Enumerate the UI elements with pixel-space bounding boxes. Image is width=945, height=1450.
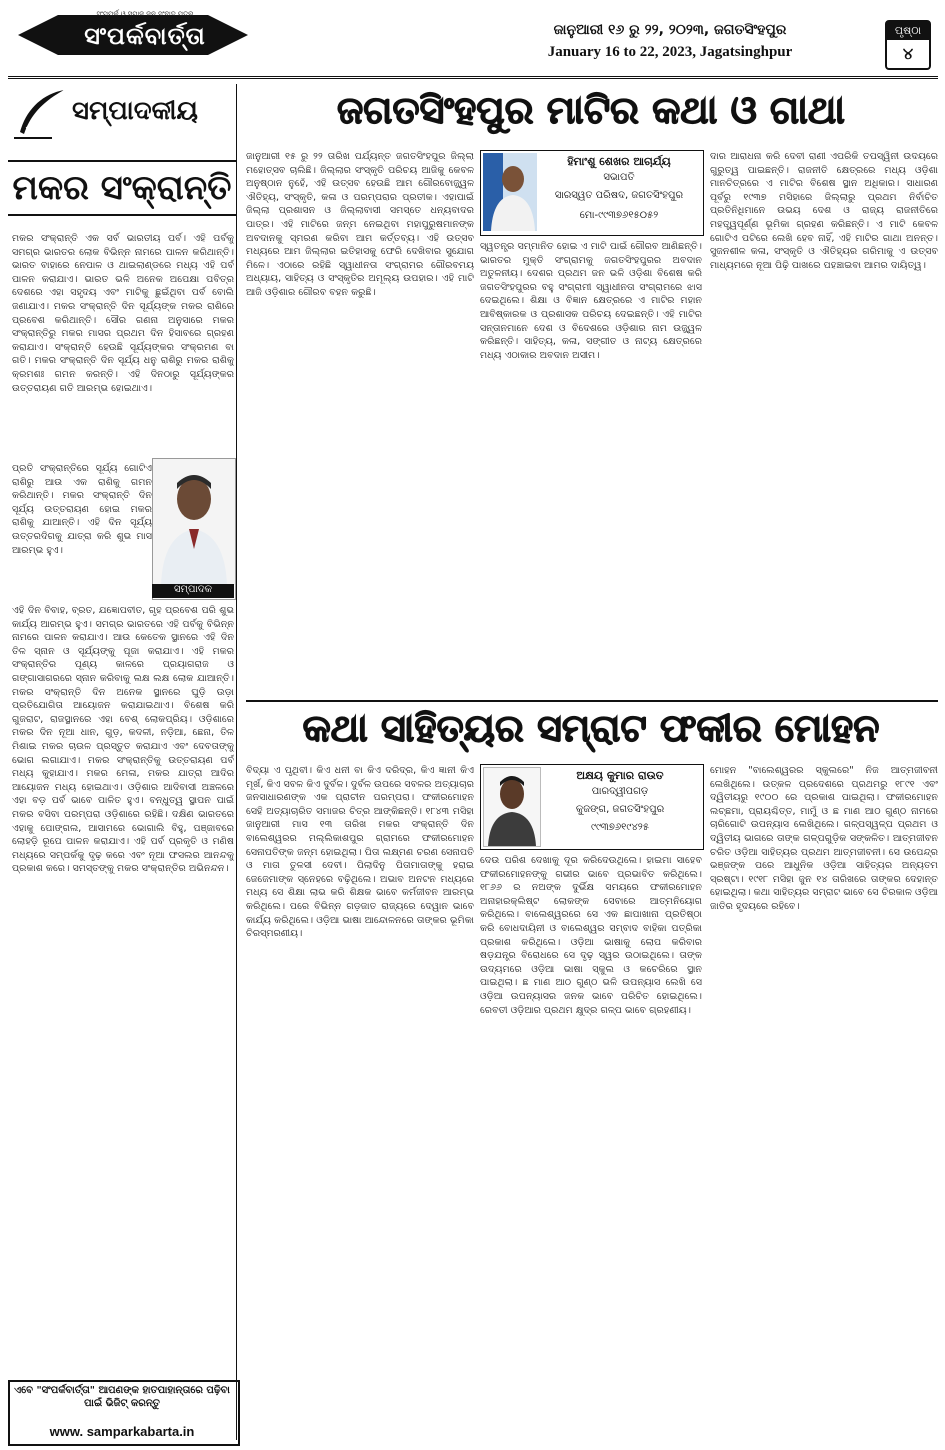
author-name: ଅକ୍ଷୟ କୁମାର ରାଉତ: [576, 769, 664, 782]
person-photo-icon: [484, 768, 540, 846]
author-name: ହିମାଂଶୁ ଶେଖର ଆଚାର୍ଯ୍ୟ: [567, 155, 671, 168]
article-column: ସ୍ୱତନ୍ତ୍ର ସମ୍ମାନିତ ହୋଇ ଏ ମାଟି ପାଇଁ ଗୌରବ ଆଣିଛନ୍ତି। ଭାରତର ମୁକ୍ତି ସଂଗ୍ରାମକୁ ଜଗତସିଂହପୁରର ଅବଦାନ ଅତୁଳନୀୟ। ଦେଶର ପ୍ରଥମ ଜନ ଭଳି ଓଡ଼ିଶା ବିଶେଷ କରି ଜଗତସିଂହପୁରର ବହୁ ସଂଗ୍ରାମୀ ସ୍ୱାଧୀନତା ସଂଗ୍ରାମରେ ଝାସ ଦେଇଥିଲେ। ଶିକ୍ଷା ଓ ବିଜ୍ଞାନ କ୍ଷେତ୍ରରେ ଏ ମାଟିର ମହାନ ଆବିଷ୍କାରକ ଓ ପ୍ରଶାସକ ପରିଚୟ ଦେଇଛନ୍ତି। ଏହି ମାଟିର ସନ୍ତାନମାନେ ଦେଶ ଓ ବିଦେଶରେ ଓଡ଼ିଶାର ନାମ ଉଜ୍ଜ୍ୱଳ କରିଛନ୍ତି। ସାହିତ୍ୟ, କଳା, ସଙ୍ଗୀତ ଓ ନାଟ୍ୟ କ୍ଷେତ୍ରରେ ମଧ୍ୟ ଏଠାକାର ଅବଦାନ ଅସୀମ।: [480, 241, 702, 361]
logo-tagline: ସଂମ୍ପର୍କ ଓ ସମାଜ ଜନ ସଂବାଦ ପତ୍ର: [96, 10, 194, 18]
article-column: ବିଦ୍ୟା ଏ ପୃଥିବୀ। କିଏ ଧନୀ ବା କିଏ ଦରିଦ୍ର, କିଏ ଜ୍ଞାନୀ କିଏ ମୂର୍ଖ, କିଏ ସବଳ କିଏ ଦୁର୍ବଳ। ଦୁର୍ବଳ ଉପରେ ସବଳର ଅତ୍ୟାଚାର ଜନସାଧାରଣଙ୍କ ଏକ ପ୍ରାଚୀନ ପରମ୍ପରା। ଫକୀରମୋହନ ସେହି ଅତ୍ୟାଚାରିତ ସମାଜର ଚିତ୍ର ଆଙ୍କିଛନ୍ତି। ୧୮୪୩ ମସିହା ଜାନୁଆରୀ ମାସ ୧୩ ତାରିଖ ମକର ସଂକ୍ରାନ୍ତି ଦିନ ବାଲେଶ୍ୱରର ମଲ୍ଲିକାଶପୁର ଗ୍ରାମରେ ଫକୀରମୋହନ ସେନାପତିଙ୍କ ଜନ୍ମ ହୋଇଥିଲା। ପିତା ଲକ୍ଷ୍ମଣ ଚରଣ ସେନାପତି ଓ ମାତା ତୁଳସୀ ଦେବୀ। ପିଲାଦିନୁ ପିତାମାତାଙ୍କୁ ହରାଇ ଜେଜେମାଙ୍କ ସ୍ନେହରେ ବଢ଼ିଥିଲେ। ଅଭାବ ଅନଟନ ମଧ୍ୟରେ ମଧ୍ୟ ସେ ଶିକ୍ଷା ଲାଭ କରି ଶିକ୍ଷକ ଭାବେ କର୍ମଜୀବନ ଆରମ୍ଭ କରିଥିଲେ। ପରେ ବିଭିନ୍ନ ଗଡ଼ଜାତ ରାଜ୍ୟରେ ଦେୱାନ ଭାବେ କାର୍ଯ୍ୟ କରିଥିଲେ। ଓଡ଼ିଆ ଭାଷା ଆନ୍ଦୋଳନରେ ତାଙ୍କର ଭୂମିକା ଚିରସ୍ମରଣୀୟ।: [246, 765, 474, 940]
promo-text: ଏବେ "ସଂପର୍କବାର୍ତ୍ତା" ଆପଣଙ୍କ ହାତପାହାନ୍ତାରେ ପଢ଼ିବା ପାଇଁ ଭିଜିଟ୍ କରନ୍ତୁ: [14, 1385, 230, 1409]
article-headline: ଜଗତସିଂହପୁର ମାଟିର କଥା ଓ ଗାଥା: [337, 88, 845, 132]
issue-date-odia: ଜାନୁଆରୀ ୧୬ ରୁ ୨୨, ୨୦୨୩, ଜଗତସିଂହପୁର: [553, 22, 787, 38]
quill-pen-icon: [12, 88, 70, 140]
article-column: ଦାର ଆରାଧନା କରି ଦେବୀ ରାଣୀ ଏପରିକି ତପସ୍ୱିନୀ ଉଦୟରେ ଗୁରୁତ୍ୱ ପାଇଛନ୍ତି। ରାଜନୀତି କ୍ଷେତ୍ରରେ ମଧ୍ୟ ଓଡ଼ିଶା ମାନଚିତ୍ରରେ ଏ ମାଟିର ବିଶେଷ ସ୍ଥାନ ଅଧିକାର। ସାଧାରଣ ପୂର୍ବରୁ ୧୯୩୭ ମସିହାରେ ଜିଲ୍ଲାରୁ ପ୍ରଥମ ନିର୍ବାଚିତ ପ୍ରତିନିଧିମାନେ ଉଭୟ ଦେଶ ଓ ରାଜ୍ୟ ରାଜନୀତିରେ ମହତ୍ତ୍ୱପୂର୍ଣ୍ଣ ଭୂମିକା ଗ୍ରହଣ କରିଛନ୍ତି। ଏ ମାଟି କେବଳ ଗୋଟିଏ ପଟିରେ ଲେଖି ହେବ ନାହିଁ, ଏହି ମାଟିର ଗାଥା ଅନନ୍ତ। ସୁଜନଶୀଳ କଳା, ସଂସ୍କୃତି ଓ ଐତିହ୍ୟର ଗରିମାକୁ ଏ ଉତ୍ସବ ମାଧ୍ୟମରେ ନୂଆ ପିଢ଼ି ପାଖରେ ପହଞ୍ଚାଇବା ଆମର ଦାୟିତ୍ୱ।: [710, 151, 938, 271]
editorial-paragraph: ମକର ସଂକ୍ରାନ୍ତି ଏକ ସର୍ବ ଭାରତୀୟ ପର୍ବ। ଏହି ପର୍ବକୁ ସମଗ୍ର ଭାରତର ଲୋକ ବିଭିନ୍ନ ନାମରେ ପାଳନ କରିଥାନ୍ତି। ଭାରତ ବାହାରେ ନେପାଳ ଓ ଥାଇଲାଣ୍ଡରେ ମଧ୍ୟ ଏହି ପର୍ବ ପାଳନ କରାଯାଏ। ଭାରତ ଭଳି ଅନେକ ଅପେକ୍ଷା ପବିତ୍ର ଦେଶରେ ଏହା ସହୃଦୟ ଏବଂ ମାଟିକୁ ଛୁଇଁଥିବା ପର୍ବ ବୋଲି ଜଣାଯାଏ। ମକର ସଂକ୍ରାନ୍ତି ଦିନ ସୂର୍ଯ୍ୟଙ୍କ ମକର ରାଶିରେ ପ୍ରବେଶ କରିଥାନ୍ତି। ସୌର ଗଣନା ଅନୁସାରେ ମକର ସଂକ୍ରାନ୍ତିରୁ ମକର ମାସର ପ୍ରଥମ ଦିନ ହିସାବରେ ଗ୍ରହଣ କରାଯାଏ। ସଂକ୍ରାନ୍ତି ହେଉଛି ସୂର୍ଯ୍ୟଙ୍କର ସଂକ୍ରମଣ ବା ଗତି। ମକର ସଂକ୍ରାନ୍ତି ଦିନ ସୂର୍ଯ୍ୟ ଧନୁ ରାଶିରୁ ମକର ରାଶିକୁ କ୍ରମଶଃ ଗମନ କରନ୍ତି। ଏହି ଦିନଠାରୁ ସୂର୍ଯ୍ୟଙ୍କର ଉତ୍ତରାୟଣ ଗତି ଆରମ୍ଭ ହୋଇଥାଏ।: [12, 233, 234, 394]
article-column: ଦେଉ ପରିଶ ଦେଖାକୁ ଦୂର କରିଦେଉଥିଲେ। ହାଇମା ସାହେବ ଫକୀରମୋହନଙ୍କୁ ଗଭୀର ଭାବେ ପ୍ରଭାବିତ କରିଥିଲେ। ୧୮୬୬ ର ନଅଙ୍କ ଦୁର୍ଭିକ୍ଷ ସମୟରେ ଫକୀରମୋହନ ଅନାହାରକ୍ଲିଷ୍ଟ ଲୋକଙ୍କ ସେବାରେ ଆତ୍ମନିୟୋଗ କରିଥିଲେ। ବାଲେଶ୍ୱରରେ ସେ ଏକ ଛାପାଖାନା ପ୍ରତିଷ୍ଠା କରି ବୋଧଦାୟିନୀ ଓ ବାଲେଶ୍ୱର ସମ୍ବାଦ ବାହିକା ପତ୍ରିକା ପ୍ରକାଶ କରିଥିଲେ। ଓଡ଼ିଆ ଭାଷାକୁ ଲୋପ କରିବାର ଷଡ଼ଯନ୍ତ୍ର ବିରୋଧରେ ସେ ଦୃଢ଼ ସ୍ୱର ଉଠାଇଥିଲେ। ତାଙ୍କ ଉଦ୍ୟମରେ ଓଡ଼ିଆ ଭାଷା ସ୍କୁଲ ଓ କଚେରିରେ ସ୍ଥାନ ପାଇଥିଲା। ଛ ମାଣ ଆଠ ଗୁଣ୍ଠ ଭଳି ଉପନ୍ୟାସ ଲେଖି ସେ ଓଡ଼ିଆ ଉପନ୍ୟାସର ଜନକ ଭାବେ ପରିଚିତ ହୋଇଥିଲେ। ରେବତୀ ଓଡ଼ିଆର ପ୍ରଥମ କ୍ଷୁଦ୍ର ଗଳ୍ପ ଭାବେ ଗ୍ରହଣୀୟ।: [480, 855, 702, 1016]
author-place: ପାରଦ୍ୱୀପଗଡ଼: [591, 786, 649, 797]
editorial-label: ସମ୍ପାଦକୀୟ: [72, 96, 198, 126]
issue-date-english: January 16 to 22, 2023, Jagatsinghpur: [547, 44, 793, 60]
editorial-title: ମକର ସଂକ୍ରାନ୍ତି: [8, 160, 236, 216]
author-organization: ସାରସ୍ୱତ ପରିଷଦ, ଜଗତସିଂହପୁର: [554, 190, 684, 201]
page-number-box: [885, 20, 931, 70]
website-link[interactable]: www. samparkabarta.in: [49, 1424, 195, 1439]
page-label: ପୃଷ୍ଠା: [887, 22, 929, 40]
article-column: ମୋହନ "ବାଲେଶ୍ୱରର ସ୍କୁଲରେ" ନିଜ ଆତ୍ମଜୀବନୀ ଲେଖିଥିଲେ। ଉତ୍କଳ ପ୍ରଦେଶରେ ପ୍ରଥମରୁ ୧୮୯୧ ଏବଂ ଦ୍ୱିତୀୟରୁ ୧୯୦୦ ରେ ପ୍ରକାଶ ପାଇଥିଲା। ଫକୀରମୋହନ ଲଚ୍ଛମା, ପ୍ରାୟଶ୍ଚିତ୍ତ, ମାମୁଁ ଓ ଛ ମାଣ ଆଠ ଗୁଣ୍ଠ ନାମରେ ଚାରିଗୋଟି ଉପନ୍ୟାସ ଲେଖିଥିଲେ। ଗଳ୍ପସ୍ୱଳ୍ପ ପ୍ରଥମ ଓ ଦ୍ୱିତୀୟ ଭାଗରେ ତାଙ୍କ ଗଳ୍ପଗୁଡ଼ିକ ସଙ୍କଳିତ। ଆତ୍ମଜୀବନ ଚରିତ ଓଡ଼ିଆ ସାହିତ୍ୟର ପ୍ରଥମ ଆତ୍ମଜୀବନୀ। ସେ ଉପେନ୍ଦ୍ର ଭଞ୍ଜଙ୍କ ପରେ ଆଧୁନିକ ଓଡ଼ିଆ ସାହିତ୍ୟର ଅନ୍ୟତମ ସ୍ରଷ୍ଟା। ୧୯୧୮ ମସିହା ଜୁନ ୧୪ ତାରିଖରେ ତାଙ୍କର ଦେହାନ୍ତ ହୋଇଥିଲା। କଥା ସାହିତ୍ୟର ସମ୍ରାଟ ଭାବେ ସେ ଚିରକାଳ ଓଡ଼ିଆ ଜାତିର ହୃଦୟରେ ରହିବେ।: [710, 765, 938, 912]
editor-caption: ସମ୍ପାଦକ: [152, 584, 234, 598]
author-phone: ମୋ-୯୯୩୭୬୧୫୦୫୨: [579, 210, 659, 221]
page-number: ୪: [902, 44, 914, 63]
editorial-paragraph: ପ୍ରତି ସଂକ୍ରାନ୍ତିରେ ସୂର୍ଯ୍ୟ ଗୋଟିଏ ରାଶିରୁ ଆଉ ଏକ ରାଶିକୁ ଗମନ କରିଥାନ୍ତି। ମକର ସଂକ୍ରାନ୍ତି ଦିନ ସୂର୍ଯ୍ୟ ଉତ୍ତରାୟଣ ହୋଇ ମକର ରାଶିକୁ ଯାଆନ୍ତି। ଏହି ଦିନ ସୂର୍ଯ୍ୟ ଉତ୍ତରଦିଗକୁ ଯାତ୍ରା କରି ଶୁଭ ମାସ ଆରମ୍ଭ ହୁଏ।: [12, 463, 152, 556]
section-divider: [246, 700, 938, 702]
author-role: ସଭାପତି: [603, 172, 635, 183]
author-phone: ୯୯୩୭୬୧୯୪୨୫: [590, 822, 649, 833]
article-column: ଜାନୁଆରୀ ୧୫ ରୁ ୨୨ ତାରିଖ ପର୍ଯ୍ୟନ୍ତ ଜଗତସିଂହପୁର ଜିଲ୍ଲା ମହୋତ୍ସବ ଚାଲିଛି। ଜିଲ୍ଲାର ସଂସ୍କୃତି ପରିଚୟ ଆଜିକୁ କେବଳ ଅନୁଷ୍ଠାନ ନୁହେଁ, ଏହି ଉତ୍ସବ ହେଉଛି ଆମ ଗୌରବୋଜ୍ଜ୍ୱଳ ଐତିହ୍ୟ, ସଂସ୍କୃତି, କଳା ଓ ପରମ୍ପରାର ପ୍ରତୀକ। ଏହାପାଇଁ ଜିଲ୍ଲା ପ୍ରଶାସନ ଓ ଜିଲ୍ଲାବାସୀ ସମସ୍ତେ ଧନ୍ୟବାଦର ପାତ୍ର। ଏହି ମାଟିରେ ଜନ୍ମ ନେଇଥିବା ମହାପୁରୁଷମାନଙ୍କ ଅବଦାନକୁ ସ୍ମରଣ କରିବା ଆମ କର୍ତ୍ତବ୍ୟ। ଏହି ଉତ୍ସବ ମଧ୍ୟରେ ଆମ ଜିଲ୍ଲାର ଇତିହାସକୁ ଫେରି ଦେଖିବାର ସୁଯୋଗ ମିଳେ। ଏଠାରେ ରହିଛି ସ୍ୱାଧୀନତା ସଂଗ୍ରାମର ଗୌରବମୟ ଅଧ୍ୟାୟ, ସାହିତ୍ୟ ଓ ସଂସ୍କୃତିର ଅମୂଲ୍ୟ ଉପହାର। ଏହି ମାଟି ଆଜି ଓଡ଼ିଶାର ଗୌରବ ବହନ କରୁଛି।: [246, 151, 474, 298]
editorial-paragraph: ଏହି ଦିନ ବିବାହ, ବ୍ରତ, ଯଜ୍ଞୋପବୀତ, ଗୃହ ପ୍ରବେଶ ପରି ଶୁଭ କାର୍ଯ୍ୟ ଆରମ୍ଭ ହୁଏ। ସମଗ୍ର ଭାରତରେ ଏହି ପର୍ବକୁ ବିଭିନ୍ନ ନାମରେ ପାଳନ କରାଯାଏ। ଆଉ କେତେକ ସ୍ଥାନରେ ଏହି ଦିନ ତିଳ ସ୍ନାନ ଓ ସୂର୍ଯ୍ୟଙ୍କୁ ପୂଜା କରାଯାଏ। ଏହି ମକର ସଂକ୍ରାନ୍ତିର ପୂଣ୍ୟ କାଳରେ ପ୍ରୟାଗରାଜ ଓ ଗଙ୍ଗାସାଗରରେ ସ୍ନାନ କରିବାକୁ ଲକ୍ଷ ଲକ୍ଷ ଲୋକ ଯାଆନ୍ତି। ମକର ସଂକ୍ରାନ୍ତି ଦିନ ଅନେକ ସ୍ଥାନରେ ଘୁଡ଼ି ଉଡ଼ା ପ୍ରତିଯୋଗିତା ଆୟୋଜନ କରାଯାଇଥାଏ। ବିଶେଷ କରି ଗୁଜରାଟ, ରାଜସ୍ଥାନରେ ଏହା ବେଶ୍ ଲୋକପ୍ରିୟ। ଓଡ଼ିଶାରେ ମକର ଦିନ ନୂଆ ଧାନ, ଗୁଡ଼, କଦଳୀ, ନଡ଼ିଆ, ଛେନା, ତିଳ ମିଶାଇ ମକର ଚାଉଳ ପ୍ରସ୍ତୁତ କରାଯାଏ ଏବଂ ଦେବତାଙ୍କୁ ଭୋଗ ଲଗାଯାଏ। ମକର ସଂକ୍ରାନ୍ତିକୁ ଉତ୍ତରାୟଣ ପର୍ବ ମଧ୍ୟ କୁହାଯାଏ। ମକର ମେଳା, ମକର ଯାତ୍ରା ଆଦିର ଆୟୋଜନ ମଧ୍ୟ ହୋଇଥାଏ। ଓଡ଼ିଶାର ଆଦିବାସୀ ଅଞ୍ଚଳରେ ଏହା ବଡ଼ ପର୍ବ ଭାବେ ପାଳିତ ହୁଏ। ବନ୍ଧୁତ୍ୱ ସ୍ଥାପନ ପାଇଁ ମକର ବସିବା ପରମ୍ପରା ଓଡ଼ିଶାରେ ରହିଛି। ଦକ୍ଷିଣ ଭାରତରେ ଏହାକୁ ପୋଙ୍ଗଲ, ଆସାମରେ ଭୋଗାଲି ବିହୁ, ପଞ୍ଜାବରେ ଲୋହଡ଼ି ରୂପେ ପାଳନ କରାଯାଏ। ଏହି ପର୍ବ ପ୍ରକୃତି ଓ ମଣିଷ ମଧ୍ୟରେ ସମ୍ପର୍କକୁ ଦୃଢ଼ କରେ ଏବଂ ନୂଆ ଫସଲର ଆନନ୍ଦକୁ ପ୍ରକାଶ କରେ। ସମସ୍ତଙ୍କୁ ମକର ସଂକ୍ରାନ୍ତିର ଅଭିନନ୍ଦନ।: [12, 605, 234, 875]
logo-text: ସଂପର୍କବାର୍ତ୍ତା: [84, 22, 206, 50]
person-photo-icon: [153, 459, 235, 585]
author-photo: [483, 767, 541, 847]
article-headline: କଥା ସାହିତ୍ୟର ସମ୍ରାଟ ଫକୀର ମୋହନ: [302, 706, 880, 750]
author-place: କୁଜଙ୍ଗ, ଜଗତସିଂହପୁର: [575, 804, 665, 815]
person-photo-icon: [483, 153, 537, 231]
editor-photo: [152, 458, 236, 600]
author-photo: [483, 153, 537, 231]
